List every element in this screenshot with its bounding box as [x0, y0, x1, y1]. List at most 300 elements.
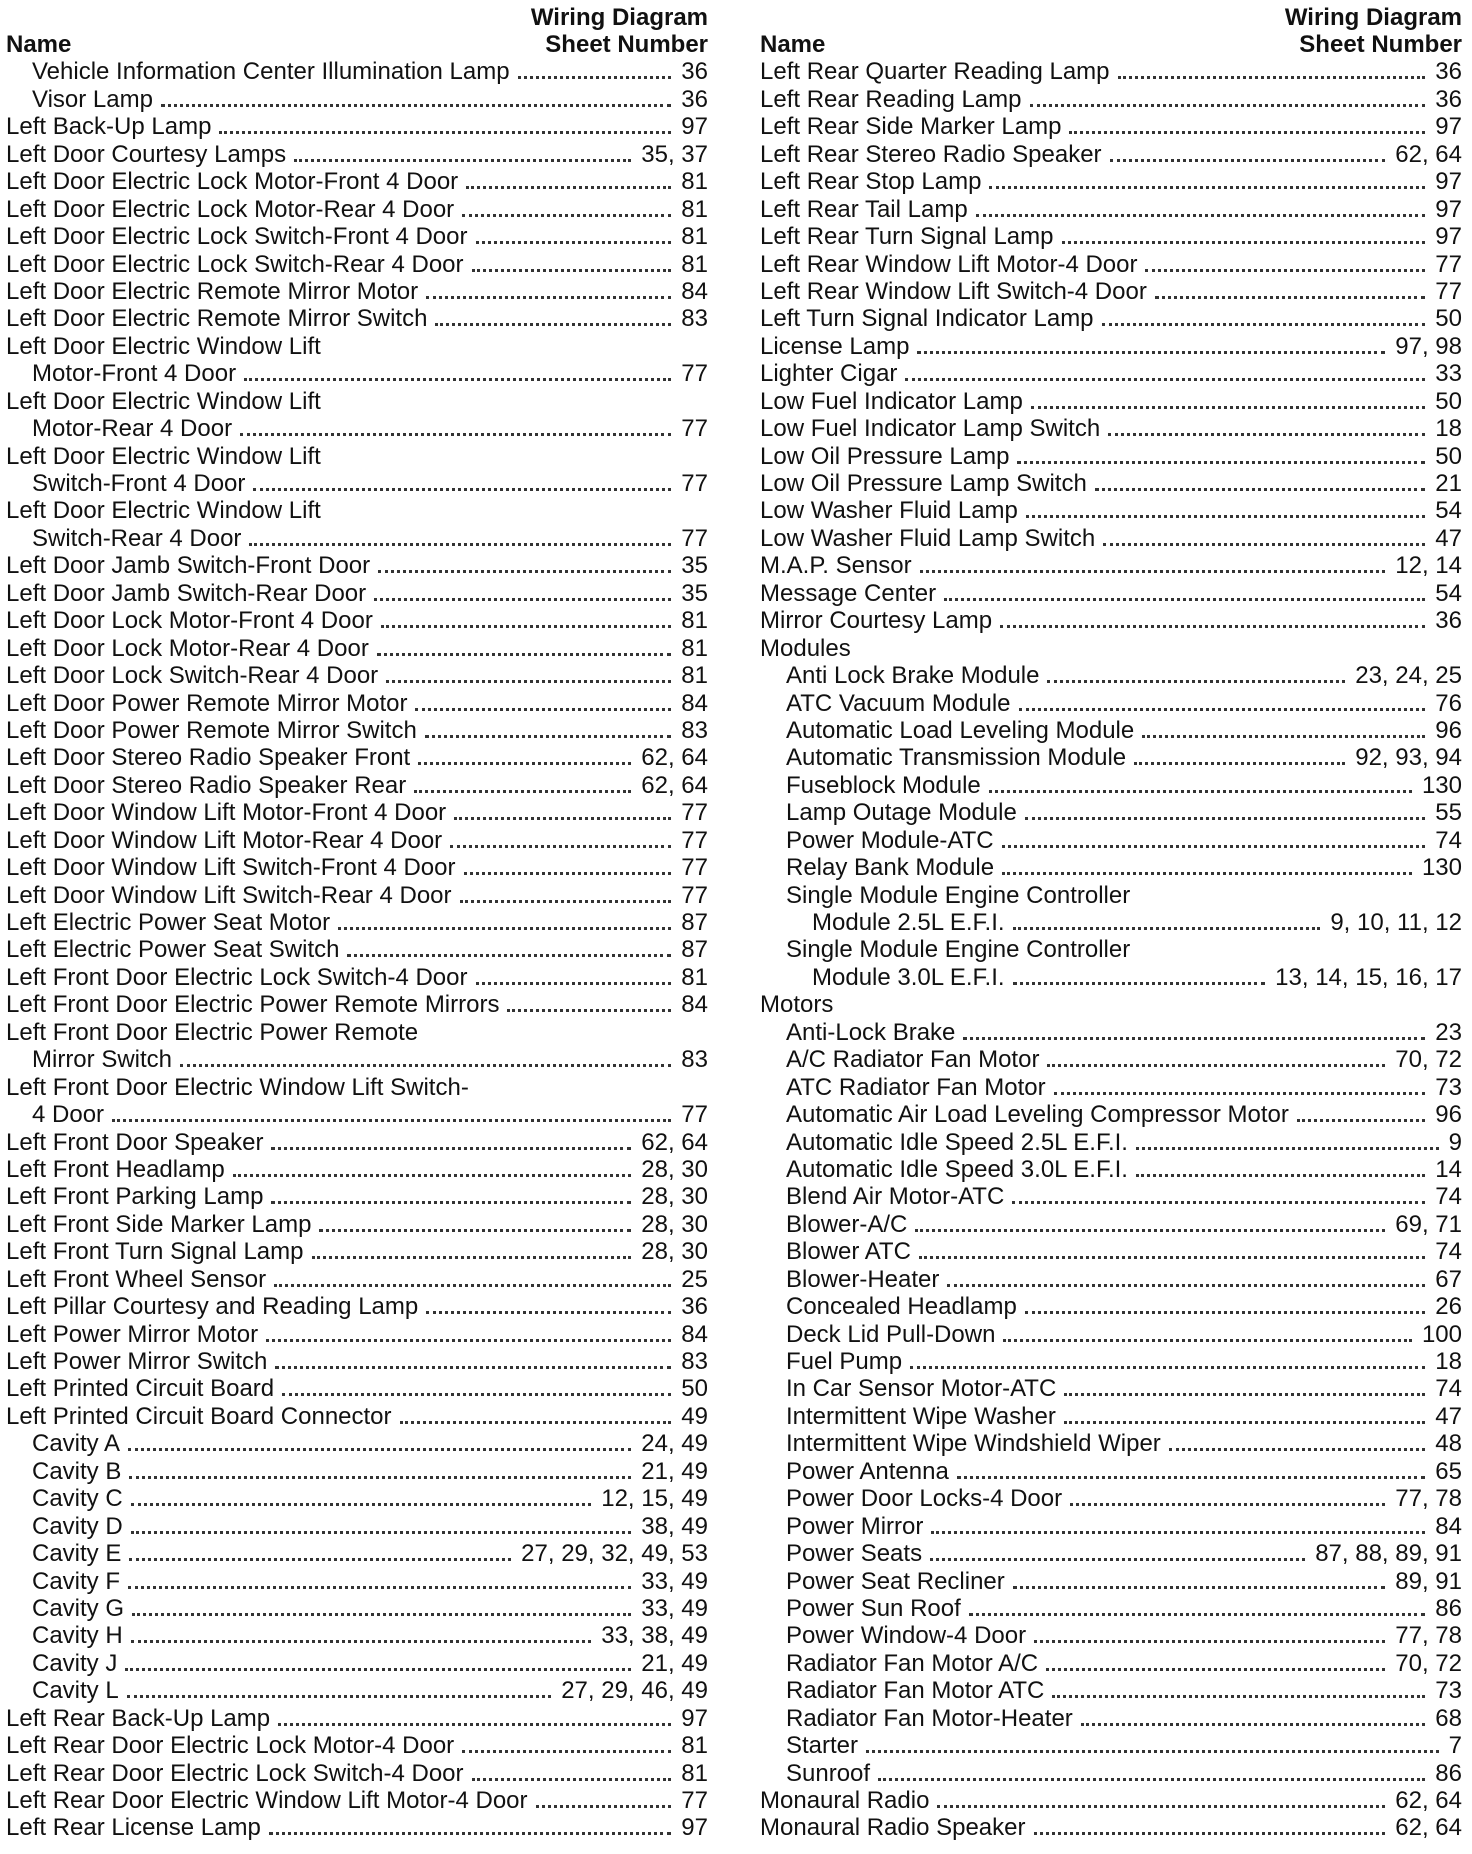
entry-name: Left Turn Signal Indicator Lamp [760, 305, 1094, 333]
index-entry [6, 1649, 710, 1676]
dot-leader [269, 1832, 671, 1835]
dot-leader [377, 653, 671, 656]
sheet-number: 27, 29, 32, 49, 53 [521, 1540, 708, 1568]
entry-name: License Lamp [760, 332, 910, 360]
left-entry-list [6, 58, 710, 1841]
sheet-number: 28, 30 [641, 1238, 708, 1266]
dot-leader [1019, 708, 1426, 711]
entry-name: Automatic Load Leveling Module [786, 716, 1135, 744]
dot-leader [1069, 131, 1425, 134]
dot-leader [180, 1064, 671, 1067]
dot-leader [418, 762, 631, 765]
dot-leader [1136, 1174, 1425, 1177]
sheet-number: 84 [681, 277, 708, 305]
entry-name: Left Rear Door Electric Lock Switch-4 Door [6, 1759, 464, 1787]
dot-leader [1102, 323, 1426, 326]
index-entry [6, 195, 710, 222]
entry-name: Left Door Stereo Radio Speaker Rear [6, 771, 407, 799]
name-column-heading: Name [760, 31, 826, 58]
dot-leader [435, 323, 671, 326]
entry-name: Switch-Rear 4 Door [32, 524, 242, 552]
entry-name: Monaural Radio [760, 1787, 930, 1814]
entry-name: Left Door Window Lift Motor-Rear 4 Door [6, 826, 443, 854]
index-entry [6, 1128, 710, 1155]
index-entry [760, 415, 1464, 442]
dot-leader [1003, 1339, 1412, 1342]
sheet-number: 50 [1435, 442, 1462, 470]
dot-leader [240, 433, 671, 436]
index-entry [6, 305, 710, 332]
entry-name: Left Rear Stop Lamp [760, 168, 982, 196]
dot-leader [947, 1284, 1425, 1287]
entry-name: Cavity A [32, 1430, 121, 1458]
sheet-number: 81 [681, 607, 708, 635]
sheet-number: 35, 37 [641, 140, 708, 168]
dot-leader [937, 1805, 1385, 1808]
sheet-number: 77, 78 [1395, 1485, 1462, 1513]
dot-leader [944, 598, 1425, 601]
sheet-number: 83 [681, 305, 708, 333]
sheet-number: 25 [681, 1265, 708, 1293]
sheet-number: 67 [1435, 1265, 1462, 1293]
sheet-number: 73 [1435, 1073, 1462, 1101]
entry-name: Left Printed Circuit Board Connector [6, 1402, 392, 1430]
index-entry [6, 113, 710, 140]
index-entry [760, 1787, 1464, 1814]
dot-leader [244, 378, 671, 381]
right-entry-list [760, 58, 1464, 1841]
sheet-number: 9, 10, 11, 12 [1330, 909, 1462, 936]
dot-leader [1002, 845, 1426, 848]
dot-leader [127, 1695, 552, 1698]
sheet-number-column-heading [1285, 4, 1462, 58]
index-entry [6, 1595, 710, 1622]
sheet-number: 36 [681, 1293, 708, 1321]
entry-name: Power Sun Roof [786, 1594, 961, 1622]
entry-name: Left Front Door Electric Window Lift Switch- [6, 1073, 469, 1101]
left-column [6, 2, 710, 1841]
entry-name: Mirror Switch [32, 1046, 173, 1074]
dot-leader [989, 186, 1425, 189]
entry-name: Left Front Door Electric Lock Switch-4 Door [6, 963, 468, 991]
dot-leader [462, 214, 671, 217]
dot-leader [1031, 406, 1425, 409]
dot-leader [536, 1805, 672, 1808]
index-entry [760, 195, 1464, 222]
dot-leader [131, 1503, 592, 1506]
index-entry [760, 1156, 1464, 1183]
index-entry [6, 1320, 710, 1347]
dot-leader [969, 1613, 1426, 1616]
dot-leader [347, 954, 671, 957]
entry-name: Cavity F [32, 1567, 121, 1595]
sheet-number: 28, 30 [641, 1155, 708, 1183]
index-entry [760, 1073, 1464, 1100]
entry-name: Cavity J [32, 1649, 118, 1677]
dot-leader [129, 1558, 511, 1561]
entry-name: Cavity B [32, 1457, 122, 1485]
index-entry [760, 799, 1464, 826]
sheet-number: 55 [1435, 799, 1462, 827]
entry-name: Left Power Mirror Switch [6, 1348, 268, 1375]
sheet-number: 77 [681, 854, 708, 882]
dot-leader [249, 543, 671, 546]
entry-name: Intermittent Wipe Washer [786, 1402, 1056, 1430]
index-entry [760, 1649, 1464, 1676]
entry-name: ATC Radiator Fan Motor [786, 1073, 1046, 1101]
sheet-heading-line2: Sheet Number [545, 31, 708, 58]
index-entry [760, 1101, 1464, 1128]
entry-name: Left Door Electric Lock Switch-Rear 4 Door [6, 250, 464, 278]
entry-name: Low Oil Pressure Lamp [760, 442, 1010, 470]
entry-name: Left Door Window Lift Switch-Rear 4 Door [6, 881, 452, 909]
dot-leader [917, 351, 1385, 354]
entry-name: 4 Door [32, 1101, 105, 1129]
dot-leader [1110, 159, 1386, 162]
sheet-number: 84 [1435, 1512, 1462, 1540]
sheet-number: 89, 91 [1395, 1567, 1462, 1595]
sheet-number: 77 [681, 470, 708, 497]
sheet-number: 28, 30 [641, 1183, 708, 1211]
index-entry [760, 771, 1464, 798]
dot-leader [129, 1476, 631, 1479]
sheet-number: 54 [1435, 497, 1462, 525]
entry-name: ATC Vacuum Module [786, 689, 1011, 717]
sheet-number: 87, 88, 89, 91 [1315, 1540, 1462, 1568]
index-entry [760, 442, 1464, 469]
entry-name: Left Door Electric Lock Motor-Rear 4 Door [6, 195, 455, 223]
sheet-number: 97 [681, 1814, 708, 1842]
index-entry [6, 607, 710, 634]
dot-leader [1297, 1119, 1425, 1122]
index-entry [6, 936, 710, 963]
index-entry [760, 1128, 1464, 1155]
entry-name: Left Pillar Courtesy and Reading Lamp [6, 1293, 419, 1321]
index-entry [6, 223, 710, 250]
index-entry [6, 1293, 710, 1320]
sheet-number: 49 [681, 1402, 708, 1430]
entry-name: Left Front Door Electric Power Remote [6, 1018, 419, 1046]
sheet-number: 33, 49 [641, 1567, 708, 1595]
dot-leader [253, 488, 671, 491]
dot-leader [963, 1037, 1425, 1040]
entry-name: Lighter Cigar [760, 360, 898, 388]
sheet-number: 23 [1435, 1018, 1462, 1046]
index-entry [760, 744, 1464, 771]
entry-name: Left Back-Up Lamp [6, 113, 212, 141]
dot-leader [1026, 515, 1425, 518]
entry-name: Left Door Courtesy Lamps [6, 140, 287, 168]
sheet-number: 84 [681, 991, 708, 1019]
entry-name: Left Door Lock Motor-Rear 4 Door [6, 634, 369, 662]
sheet-number-column-heading [531, 4, 708, 58]
index-entry [760, 1293, 1464, 1320]
index-entry [6, 1156, 710, 1183]
index-entry [6, 442, 710, 469]
dot-leader [1081, 1723, 1426, 1726]
index-entry [760, 1540, 1464, 1567]
index-entry [6, 1732, 710, 1759]
sheet-number: 96 [1435, 716, 1462, 744]
index-entry [760, 387, 1464, 414]
dot-leader [426, 1311, 671, 1314]
entry-name: Cavity H [32, 1622, 123, 1650]
entry-name: Left Rear Stereo Radio Speaker [760, 140, 1102, 168]
dot-leader [1047, 680, 1345, 683]
sheet-number: 74 [1435, 1183, 1462, 1211]
sheet-number: 12, 14 [1395, 552, 1462, 580]
entry-name: Relay Bank Module [786, 854, 995, 882]
sheet-number: 77 [681, 524, 708, 552]
dot-leader [878, 1778, 1425, 1781]
dot-leader [1030, 104, 1426, 107]
index-entry [760, 1402, 1464, 1429]
right-column [760, 2, 1464, 1841]
index-entry [6, 1759, 710, 1786]
entry-name: Radiator Fan Motor A/C [786, 1649, 1039, 1677]
entry-name: Left Door Electric Window Lift [6, 387, 321, 415]
entry-name: Module 3.0L E.F.I. [812, 963, 1005, 991]
entry-name: Left Door Jamb Switch-Front Door [6, 552, 371, 580]
sheet-number: 73 [1435, 1677, 1462, 1705]
dot-leader [989, 790, 1412, 793]
index-entry [760, 1485, 1464, 1512]
entry-name: Left Front Door Electric Power Remote Mirrors [6, 991, 500, 1019]
index-entry [760, 332, 1464, 359]
dot-leader [915, 1229, 1385, 1232]
sheet-number: 81 [681, 195, 708, 223]
sheet-number: 36 [681, 58, 708, 86]
sheet-heading-line1: Wiring Diagram [530, 4, 708, 31]
entry-name: Left Front Headlamp [6, 1155, 225, 1183]
sheet-number: 70, 72 [1395, 1046, 1462, 1074]
entry-name: In Car Sensor Motor-ATC [786, 1375, 1057, 1403]
entry-name: Fuseblock Module [786, 771, 981, 799]
entry-name: Low Washer Fluid Lamp [760, 497, 1018, 525]
index-entry [760, 1677, 1464, 1704]
sheet-number: 130 [1421, 771, 1462, 799]
dot-leader [381, 625, 671, 628]
entry-name: Power Seat Recliner [786, 1567, 1005, 1595]
index-entry [760, 1814, 1464, 1841]
dot-leader [125, 1668, 631, 1671]
index-entry [6, 250, 710, 277]
entry-name: Monaural Radio Speaker [760, 1814, 1026, 1842]
entry-name: Left Electric Power Seat Switch [6, 936, 340, 964]
entry-name: Blend Air Motor-ATC [786, 1183, 1005, 1211]
entry-name: Low Fuel Indicator Lamp [760, 387, 1023, 415]
index-entry [760, 717, 1464, 744]
index-entry [6, 963, 710, 990]
entry-name: Radiator Fan Motor-Heater [786, 1704, 1073, 1732]
entry-name: Motor-Rear 4 Door [32, 415, 233, 443]
entry-name: Left Door Electric Window Lift [6, 442, 321, 470]
index-entry [6, 579, 710, 606]
index-entry [6, 1348, 710, 1375]
index-entry [6, 744, 710, 771]
sheet-number: 81 [681, 634, 708, 662]
sheet-number: 62, 64 [1395, 1814, 1462, 1842]
index-entry [6, 1265, 710, 1292]
index-entry [760, 579, 1464, 606]
dot-leader [476, 241, 672, 244]
entry-name: Single Module Engine Controller [786, 936, 1131, 964]
index-entry [6, 1430, 710, 1457]
sheet-number: 36 [681, 85, 708, 113]
sheet-number: 83 [681, 1046, 708, 1074]
entry-name: Blower-Heater [786, 1265, 940, 1293]
sheet-number: 87 [681, 936, 708, 964]
sheet-number: 62, 64 [641, 1128, 708, 1156]
index-entry [760, 250, 1464, 277]
entry-name: Left Rear Turn Signal Lamp [760, 223, 1054, 251]
index-entry [760, 1430, 1464, 1457]
entry-name: Left Electric Power Seat Motor [6, 909, 331, 936]
dot-leader [131, 1640, 592, 1643]
sheet-heading-line1: Wiring Diagram [1284, 4, 1462, 31]
sheet-number: 69, 71 [1395, 1210, 1462, 1238]
dot-leader [1017, 461, 1425, 464]
entry-name: Cavity G [32, 1594, 125, 1622]
dot-leader [1142, 735, 1425, 738]
entry-name: Motors [760, 991, 834, 1019]
sheet-number: 97 [681, 113, 708, 141]
entry-name: Sunroof [786, 1759, 871, 1787]
index-entry [6, 1457, 710, 1484]
dot-leader [910, 1366, 1425, 1369]
index-entry [6, 1046, 710, 1073]
sheet-number: 70, 72 [1395, 1649, 1462, 1677]
entry-name: Left Rear License Lamp [6, 1814, 261, 1842]
dot-leader [1013, 1586, 1386, 1589]
index-entry [760, 909, 1464, 936]
dot-leader [919, 1256, 1425, 1259]
index-entry [760, 168, 1464, 195]
sheet-number: 21, 49 [641, 1649, 708, 1677]
index-entry [6, 168, 710, 195]
dot-leader [112, 1119, 671, 1122]
dot-leader [312, 1256, 632, 1259]
dot-leader [450, 845, 671, 848]
index-entry [6, 689, 710, 716]
dot-leader [266, 1339, 671, 1342]
dot-leader [518, 76, 672, 79]
index-entry [760, 1567, 1464, 1594]
entry-name: Motor-Front 4 Door [32, 360, 237, 388]
dot-leader [1134, 762, 1345, 765]
index-entry [6, 360, 710, 387]
entry-name: Blower-A/C [786, 1210, 908, 1238]
sheet-number: 35 [681, 579, 708, 607]
entry-name: Vehicle Information Center Illumination Lamp [32, 58, 510, 86]
index-entry [760, 1238, 1464, 1265]
entry-name: Fuel Pump [786, 1348, 903, 1375]
sheet-number: 62, 64 [1395, 1787, 1462, 1814]
index-entry [760, 1622, 1464, 1649]
index-entry [760, 991, 1464, 1018]
entry-name: Low Fuel Indicator Lamp Switch [760, 415, 1101, 443]
index-entry [760, 689, 1464, 716]
entry-name: Left Door Lock Switch-Rear 4 Door [6, 662, 379, 690]
index-entry [760, 1183, 1464, 1210]
index-entry [6, 278, 710, 305]
dot-leader [466, 186, 671, 189]
entry-name: Left Door Electric Lock Motor-Front 4 Door [6, 168, 459, 196]
sheet-number: 77 [681, 1101, 708, 1129]
index-entry [760, 826, 1464, 853]
dot-leader [1169, 1448, 1426, 1451]
sheet-number: 92, 93, 94 [1355, 744, 1462, 772]
sheet-number: 81 [681, 963, 708, 991]
dot-leader [464, 872, 672, 875]
sheet-number: 81 [681, 250, 708, 278]
sheet-number: 100 [1421, 1320, 1462, 1348]
name-column-heading: Name [6, 31, 72, 58]
dot-leader [374, 598, 671, 601]
dot-leader [866, 1750, 1439, 1753]
dot-leader [128, 1586, 631, 1589]
left-column-header [6, 2, 710, 58]
entry-name: Anti-Lock Brake [786, 1018, 956, 1046]
dot-leader [1013, 927, 1321, 930]
entry-name: Left Rear Back-Up Lamp [6, 1704, 271, 1732]
index-entry [6, 799, 710, 826]
dot-leader [378, 570, 671, 573]
index-entry [6, 1402, 710, 1429]
index-entry [760, 1512, 1464, 1539]
sheet-number: 36 [1435, 85, 1462, 113]
entry-name: Low Oil Pressure Lamp Switch [760, 470, 1087, 497]
sheet-number: 77 [681, 415, 708, 443]
sheet-number: 62, 64 [641, 744, 708, 772]
entry-name: Power Mirror [786, 1512, 924, 1540]
index-entry [6, 991, 710, 1018]
sheet-number: 81 [681, 1732, 708, 1760]
dot-leader [1145, 269, 1425, 272]
index-entry [6, 140, 710, 167]
entry-name: Deck Lid Pull-Down [786, 1320, 996, 1348]
entry-name: Cavity E [32, 1540, 122, 1568]
entry-name: Left Rear Side Marker Lamp [760, 113, 1062, 141]
index-entry [760, 1704, 1464, 1731]
entry-name: Left Front Wheel Sensor [6, 1265, 267, 1293]
sheet-number: 74 [1435, 1238, 1462, 1266]
index-entry [760, 1320, 1464, 1347]
index-entry [760, 1732, 1464, 1759]
sheet-number: 33, 38, 49 [601, 1622, 708, 1650]
dot-leader [271, 1147, 631, 1150]
index-entry [6, 826, 710, 853]
entry-name: Left Front Side Marker Lamp [6, 1210, 312, 1238]
sheet-number: 62, 64 [641, 771, 708, 799]
sheet-number: 26 [1435, 1293, 1462, 1321]
entry-name: Cavity D [32, 1512, 123, 1540]
entry-name: Left Rear Reading Lamp [760, 85, 1022, 113]
entry-name: Left Door Window Lift Switch-Front 4 Door [6, 854, 456, 882]
entry-name: Left Door Electric Window Lift [6, 497, 321, 525]
sheet-number: 97, 98 [1395, 332, 1462, 360]
index-entry [760, 963, 1464, 990]
dot-leader [1136, 1147, 1439, 1150]
dot-leader [1155, 296, 1425, 299]
sheet-number: 36 [1435, 58, 1462, 86]
index-entry [6, 1567, 710, 1594]
index-entry [6, 662, 710, 689]
index-entry [760, 1210, 1464, 1237]
index-entry [6, 85, 710, 112]
entry-name: Left Door Window Lift Motor-Front 4 Door [6, 799, 447, 827]
index-entry [6, 717, 710, 744]
